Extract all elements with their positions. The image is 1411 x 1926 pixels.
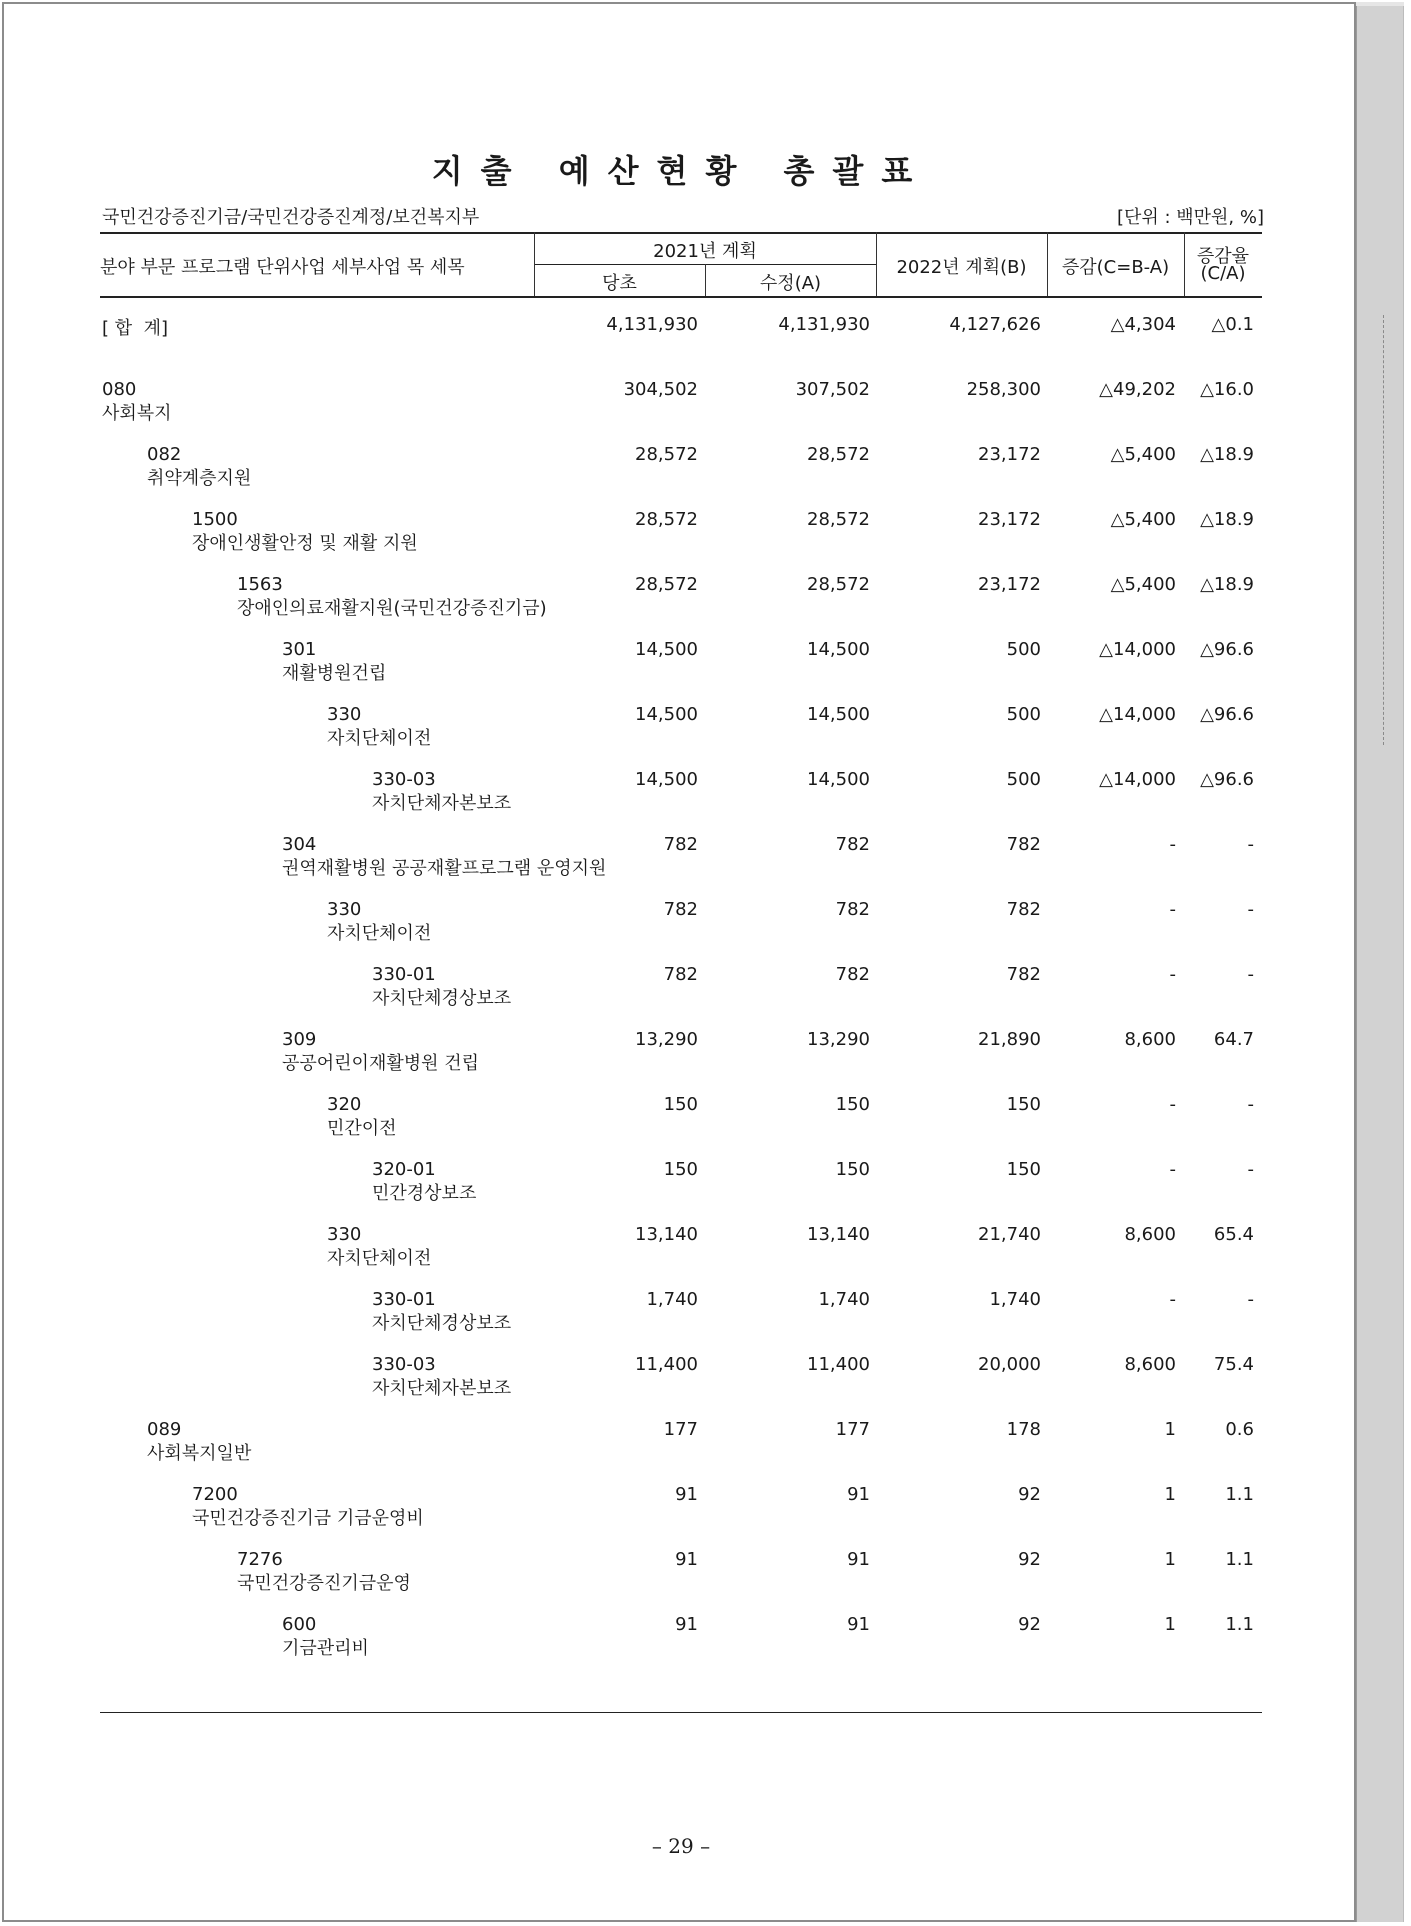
row-revised: 11,400 — [807, 1354, 870, 1375]
header-rate-line1: 증감율 — [1196, 246, 1250, 267]
row-rate: △16.0 — [1200, 379, 1254, 400]
row-rate: △18.9 — [1200, 574, 1254, 595]
row-rate: △96.6 — [1200, 639, 1254, 660]
row-change: - — [1169, 899, 1176, 920]
row-revised: 177 — [835, 1419, 870, 1440]
book-edge — [1356, 6, 1404, 1922]
row-revised: 1,740 — [818, 1289, 870, 1310]
row-name: 기금관리비 — [282, 1638, 369, 1659]
header-rate-line2: (C/A) — [1200, 263, 1246, 284]
row-plan-2022: 20,000 — [978, 1354, 1041, 1375]
row-revised: 91 — [847, 1549, 870, 1570]
row-plan-2022: 782 — [1006, 834, 1041, 855]
row-rate: 1.1 — [1225, 1614, 1254, 1635]
row-name: 국민건강증진기금운영 — [237, 1573, 411, 1594]
row-plan-2022: 150 — [1006, 1094, 1041, 1115]
header-bottom-rule — [100, 296, 1262, 298]
row-code: 320 — [327, 1094, 362, 1115]
row-plan-2022: 23,172 — [978, 574, 1041, 595]
row-code: 304 — [282, 834, 317, 855]
row-plan-2022: 782 — [1006, 899, 1041, 920]
row-rate: △96.6 — [1200, 769, 1254, 790]
row-revised: 782 — [835, 899, 870, 920]
row-rate: 1.1 — [1225, 1484, 1254, 1505]
table-row — [4, 704, 1358, 768]
row-plan-2022: 21,890 — [978, 1029, 1041, 1050]
row-name: 자치단체자본보조 — [372, 793, 512, 814]
table-row — [4, 1289, 1358, 1353]
row-name: 장애인생활안정 및 재활 지원 — [192, 533, 418, 554]
row-revised: 150 — [835, 1159, 870, 1180]
table-row — [4, 639, 1358, 703]
row-code: 600 — [282, 1614, 317, 1635]
book-edge-mark — [1383, 315, 1384, 745]
row-revised: 28,572 — [807, 574, 870, 595]
row-change: △14,000 — [1099, 704, 1176, 725]
row-revised: 28,572 — [807, 444, 870, 465]
row-rate: 64.7 — [1213, 1029, 1254, 1050]
row-code: 320-01 — [372, 1159, 436, 1180]
row-code: 089 — [147, 1419, 182, 1440]
row-original: 150 — [663, 1159, 698, 1180]
row-revised: 28,572 — [807, 509, 870, 530]
table-row — [4, 509, 1358, 573]
total-change: △4,304 — [1110, 314, 1176, 335]
row-name: 사회복지 — [102, 403, 172, 424]
row-name: 취약계층지원 — [147, 468, 252, 489]
row-name: 자치단체경상보조 — [372, 988, 512, 1009]
row-plan-2022: 92 — [1018, 1484, 1041, 1505]
row-revised: 782 — [835, 964, 870, 985]
header-plan-2022: 2022년 계획(B) — [896, 257, 1027, 278]
row-revised: 14,500 — [807, 769, 870, 790]
page-title: 지출 예산현황 총괄표 — [431, 152, 931, 190]
row-name: 장애인의료재활지원(국민건강증진기금) — [237, 598, 547, 619]
row-change: △49,202 — [1099, 379, 1176, 400]
row-rate: 65.4 — [1213, 1224, 1254, 1245]
row-rate: 75.4 — [1213, 1354, 1254, 1375]
row-name: 자치단체자본보조 — [372, 1378, 512, 1399]
row-change: 8,600 — [1124, 1224, 1176, 1245]
total-rate: △0.1 — [1211, 314, 1254, 335]
document-page — [2, 2, 1356, 1922]
organization-path: 국민건강증진기금/국민건강증진계정/보건복지부 — [102, 207, 480, 228]
header-classification: 분야 부문 프로그램 단위사업 세부사업 목 세목 — [100, 257, 465, 278]
table-row — [4, 964, 1358, 1028]
row-plan-2022: 500 — [1006, 769, 1041, 790]
table-row — [4, 1614, 1358, 1678]
row-original: 14,500 — [635, 769, 698, 790]
table-row — [4, 834, 1358, 898]
row-rate: - — [1247, 899, 1254, 920]
row-original: 11,400 — [635, 1354, 698, 1375]
row-original: 150 — [663, 1094, 698, 1115]
row-code: 7276 — [237, 1549, 283, 1570]
row-code: 309 — [282, 1029, 317, 1050]
row-plan-2022: 150 — [1006, 1159, 1041, 1180]
row-code: 330 — [327, 704, 362, 725]
row-plan-2022: 23,172 — [978, 509, 1041, 530]
row-plan-2022: 178 — [1006, 1419, 1041, 1440]
row-code: 301 — [282, 639, 317, 660]
row-original: 177 — [663, 1419, 698, 1440]
row-original: 91 — [675, 1484, 698, 1505]
row-plan-2022: 92 — [1018, 1549, 1041, 1570]
total-row — [4, 314, 1358, 378]
row-change: - — [1169, 834, 1176, 855]
row-plan-2022: 21,740 — [978, 1224, 1041, 1245]
table-row — [4, 444, 1358, 508]
row-change: 8,600 — [1124, 1354, 1176, 1375]
row-rate: - — [1247, 1159, 1254, 1180]
table-row — [4, 1549, 1358, 1613]
row-change: 1 — [1164, 1484, 1176, 1505]
row-revised: 150 — [835, 1094, 870, 1115]
total-revised: 4,131,930 — [778, 314, 870, 335]
unit-label: [단위 : 백만원, %] — [1116, 207, 1264, 228]
row-change: △14,000 — [1099, 769, 1176, 790]
row-change: 1 — [1164, 1549, 1176, 1570]
row-revised: 307,502 — [795, 379, 870, 400]
table-row — [4, 1484, 1358, 1548]
page-number: – 29 – — [651, 1834, 711, 1858]
row-code: 330 — [327, 899, 362, 920]
row-name: 자치단체경상보조 — [372, 1313, 512, 1334]
row-original: 14,500 — [635, 704, 698, 725]
row-change: △5,400 — [1110, 574, 1176, 595]
row-name: 민간경상보조 — [372, 1183, 477, 1204]
row-code: 330-03 — [372, 769, 436, 790]
table-row — [4, 1029, 1358, 1093]
row-revised: 91 — [847, 1614, 870, 1635]
table-row — [4, 1094, 1358, 1158]
table-row — [4, 1354, 1358, 1418]
row-change: △5,400 — [1110, 444, 1176, 465]
row-revised: 13,290 — [807, 1029, 870, 1050]
row-original: 1,740 — [646, 1289, 698, 1310]
row-change: - — [1169, 1289, 1176, 1310]
row-rate: △18.9 — [1200, 509, 1254, 530]
row-rate: 1.1 — [1225, 1549, 1254, 1570]
row-revised: 91 — [847, 1484, 870, 1505]
row-name: 자치단체이전 — [327, 728, 432, 749]
table-row — [4, 1419, 1358, 1483]
row-code: 7200 — [192, 1484, 238, 1505]
row-code: 080 — [102, 379, 137, 400]
row-rate: △18.9 — [1200, 444, 1254, 465]
row-name: 자치단체이전 — [327, 1248, 432, 1269]
row-original: 14,500 — [635, 639, 698, 660]
row-code: 330-03 — [372, 1354, 436, 1375]
row-plan-2022: 258,300 — [966, 379, 1041, 400]
row-original: 304,502 — [623, 379, 698, 400]
row-revised: 14,500 — [807, 704, 870, 725]
row-rate: - — [1247, 964, 1254, 985]
row-name: 국민건강증진기금 기금운영비 — [192, 1508, 424, 1529]
row-rate: 0.6 — [1225, 1419, 1254, 1440]
row-rate: - — [1247, 1094, 1254, 1115]
total-label: [ 합 계] — [102, 318, 168, 339]
row-plan-2022: 500 — [1006, 704, 1041, 725]
table-row — [4, 379, 1358, 443]
row-original: 91 — [675, 1614, 698, 1635]
row-change: △5,400 — [1110, 509, 1176, 530]
row-name: 민간이전 — [327, 1118, 397, 1139]
row-change: - — [1169, 964, 1176, 985]
row-rate: △96.6 — [1200, 704, 1254, 725]
row-original: 13,140 — [635, 1224, 698, 1245]
row-name: 공공어린이재활병원 건립 — [282, 1053, 479, 1074]
row-name: 재활병원건립 — [282, 663, 387, 684]
total-original: 4,131,930 — [606, 314, 698, 335]
row-code: 1500 — [192, 509, 238, 530]
header-revised: 수정(A) — [759, 273, 822, 294]
row-original: 782 — [663, 899, 698, 920]
row-plan-2022: 23,172 — [978, 444, 1041, 465]
header-change: 증감(C=B-A) — [1061, 257, 1170, 278]
table-bottom-rule — [100, 1712, 1262, 1713]
header-plan-2021: 2021년 계획 — [653, 241, 757, 262]
row-original: 782 — [663, 964, 698, 985]
row-code: 082 — [147, 444, 182, 465]
row-code: 1563 — [237, 574, 283, 595]
row-code: 330-01 — [372, 964, 436, 985]
total-plan-2022: 4,127,626 — [949, 314, 1041, 335]
row-revised: 14,500 — [807, 639, 870, 660]
table-top-rule — [100, 232, 1262, 234]
row-code: 330-01 — [372, 1289, 436, 1310]
row-change: 8,600 — [1124, 1029, 1176, 1050]
row-change: - — [1169, 1159, 1176, 1180]
row-change: - — [1169, 1094, 1176, 1115]
table-row — [4, 1159, 1358, 1223]
row-revised: 13,140 — [807, 1224, 870, 1245]
row-name: 사회복지일반 — [147, 1443, 252, 1464]
row-rate: - — [1247, 834, 1254, 855]
row-original: 13,290 — [635, 1029, 698, 1050]
row-original: 91 — [675, 1549, 698, 1570]
row-name: 권역재활병원 공공재활프로그램 운영지원 — [282, 858, 607, 879]
table-row — [4, 574, 1358, 638]
row-plan-2022: 782 — [1006, 964, 1041, 985]
table-row — [4, 769, 1358, 833]
row-change: 1 — [1164, 1614, 1176, 1635]
header-original: 당초 — [602, 273, 637, 294]
row-rate: - — [1247, 1289, 1254, 1310]
row-change: △14,000 — [1099, 639, 1176, 660]
row-plan-2022: 92 — [1018, 1614, 1041, 1635]
row-change: 1 — [1164, 1419, 1176, 1440]
row-code: 330 — [327, 1224, 362, 1245]
row-revised: 782 — [835, 834, 870, 855]
table-row — [4, 899, 1358, 963]
row-name: 자치단체이전 — [327, 923, 432, 944]
row-original: 28,572 — [635, 509, 698, 530]
row-original: 782 — [663, 834, 698, 855]
row-original: 28,572 — [635, 574, 698, 595]
row-original: 28,572 — [635, 444, 698, 465]
row-plan-2022: 1,740 — [989, 1289, 1041, 1310]
table-row — [4, 1224, 1358, 1288]
row-plan-2022: 500 — [1006, 639, 1041, 660]
